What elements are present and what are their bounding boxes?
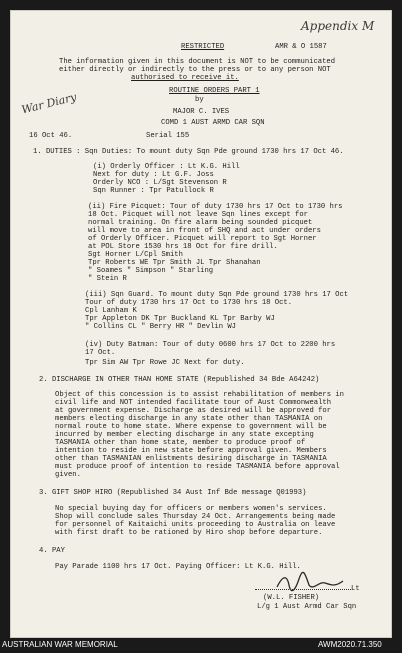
discharge-line: at government expense. Discharge as desired will be approved for [55, 407, 332, 415]
fire-picquet-line: will move to area in front of SHQ and act under orders [88, 227, 321, 235]
footer-institution: AUSTRALIAN WAR MEMORIAL [2, 640, 118, 649]
title-unit: COMD 1 AUST ARMD CAR SQN [161, 119, 265, 127]
fire-picquet-line: (ii) Fire Picquet: Tour of duty 1730 hrs 17 Oct to 1730 hrs [88, 203, 343, 211]
duty-batman-line: 17 Oct. [85, 349, 116, 357]
title-routine-orders: ROUTINE ORDERS PART 1 [169, 87, 260, 95]
gift-shop-line: Shop will conclude sales Thursday 24 Oct. Arrangements being made [55, 513, 336, 521]
discharge-line: incurred by member electing discharge in any state excepting [55, 431, 314, 439]
fire-picquet-line: Sgt Horner L/Cpl Smith [88, 251, 183, 259]
signature-name: (W.L. FISHER) [263, 594, 320, 602]
sqn-guard-line: (iii) Sqn Guard. To mount duty Sqn Pde ground 1730 hrs 17 Oct [85, 291, 349, 299]
discharge-line: Object of this concession is to assist rehabilitation of members in [55, 391, 344, 399]
fire-picquet-line: 18 Oct. Picquet will not leave Sqn lines except for [88, 211, 308, 219]
discharge-line: given. [55, 471, 81, 479]
sqn-guard-line: Tpr Appleton DK Tpr Buckland KL Tpr Barby WJ [85, 315, 275, 323]
discharge-line: normal route to home state. Where expense to government will be [55, 423, 327, 431]
discharge-heading: 2. DISCHARGE IN OTHER THAN HOME STATE (Republished 34 Bde A64242) [39, 376, 320, 384]
discharge-line: other than TASMANIAN enlistments desiring discharge in TASMANIA [55, 455, 327, 463]
notice-line-3: authorised to receive it. [131, 74, 239, 82]
gift-shop-line: No special buying day for officers or members women's services. [55, 505, 327, 513]
fire-picquet-line: " Stein R [88, 275, 127, 283]
duties-heading: 1. DUTIES : Sqn Duties: To mount duty Sqn Pde ground 1730 hrs 17 Oct 46. [33, 148, 344, 156]
title-major: MAJOR C. IVES [173, 108, 230, 116]
sqn-guard-line: " Collins CL " Berry HR " Devlin WJ [85, 323, 236, 331]
fire-picquet-line: of Orderly Officer. Picquet will report to Sgt Horner [88, 235, 317, 243]
discharge-line: must produce proof of intention to reside TASMANIA before approval [55, 463, 340, 471]
war-diary-annotation: War Diary [20, 90, 78, 117]
footer-accession-number: AWM2020.71.350 [318, 640, 382, 649]
fire-picquet-line: " Soames " Simpson " Starling [88, 267, 214, 275]
serial-number: Serial 155 [146, 132, 190, 140]
roster-line: Sqn Runner : Tpr Patullock R [93, 187, 214, 195]
fire-picquet-line: normal training. On fire alarm being sounded picquet [88, 219, 313, 227]
signature-unit: L/g 1 Aust Armd Car Sqn [257, 603, 357, 611]
order-date: 16 Oct 46. [29, 132, 73, 140]
notice-line-1: The information given in this document is NOT to be communicated [59, 58, 336, 66]
signature-line [255, 589, 351, 590]
notice-line-2: either directly or indirectly to the press or to any person NOT [59, 66, 331, 74]
pay-heading: 4. PAY [39, 547, 65, 555]
signature-rank: Lt [351, 585, 360, 593]
discharge-line: TASMANIA other than home state, member to produce proof of [55, 439, 306, 447]
roster-line: (i) Orderly Officer : Lt K.G. Hill [93, 163, 240, 171]
discharge-line: intention to reside in new state before approval given. Members [55, 447, 327, 455]
sqn-guard-line: Tour of duty 1730 hrs 17 Oct to 1730 hrs 18 Oct. [85, 299, 293, 307]
amr-reference: AMR & O 1587 [275, 43, 327, 51]
document-page [10, 10, 392, 638]
fire-picquet-line: at POL Store 1530 hrs 18 Oct for fire drill. [88, 243, 278, 251]
duty-batman-line: Tpr Sim AW Tpr Rowe JC Next for duty. [85, 359, 245, 367]
classification: RESTRICTED [181, 43, 225, 51]
roster-line: Next for duty : Lt G.F. Joss [93, 171, 214, 179]
discharge-line: members electing discharge in any state other than TASMANIA on [55, 415, 323, 423]
gift-shop-heading: 3. GIFT SHOP HIRO (Republished 34 Aust Inf Bde message Q01993) [39, 489, 307, 497]
title-by: by [195, 96, 204, 104]
footer-bar [0, 638, 402, 653]
appendix-annotation: Appendix M [301, 19, 375, 33]
sqn-guard-line: Cpl Lanham K [85, 307, 137, 315]
pay-line: Pay Parade 1100 hrs 17 Oct. Paying Officer: Lt K.G. Hill. [55, 563, 301, 571]
roster-line: Orderly NCO : L/Sgt Stevenson R [93, 179, 227, 187]
duty-batman-line: (iv) Duty Batman: Tour of duty 0600 hrs 17 Oct to 2200 hrs [85, 341, 336, 349]
discharge-line: civil life and NOT intended facilitate tour of Aust Commonwealth [55, 399, 332, 407]
fire-picquet-line: Tpr Roberts WE Tpr Smith JL Tpr Shanahan [88, 259, 261, 267]
gift-shop-line: with first draft to be rationed by Hiro shop before departure. [55, 529, 323, 537]
gift-shop-line: for personnel of Kaitaichi units proceeding to Australia on leave [55, 521, 336, 529]
